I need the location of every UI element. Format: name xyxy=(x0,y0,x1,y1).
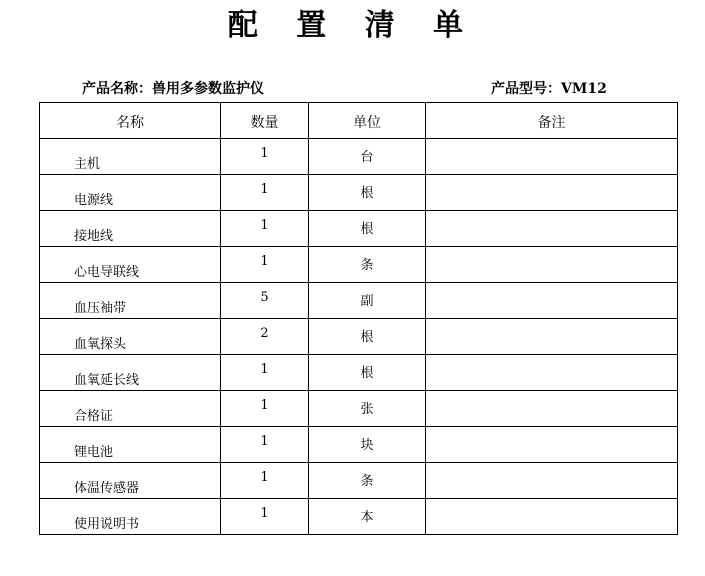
document-title: 配 置 清 单 xyxy=(227,8,478,43)
item-quantity: 1 xyxy=(221,463,309,499)
item-unit: 本 xyxy=(309,499,426,535)
item-quantity: 1 xyxy=(221,391,309,427)
item-quantity: 1 xyxy=(221,427,309,463)
item-remarks xyxy=(426,247,678,283)
table-header-row xyxy=(40,103,678,139)
item-quantity: 1 xyxy=(221,499,309,535)
header-unit: 单位 xyxy=(309,103,426,139)
item-unit: 条 xyxy=(309,247,426,283)
table-row xyxy=(40,139,678,175)
item-name: 血氧探头 xyxy=(40,319,221,355)
item-name: 使用说明书 xyxy=(40,499,221,535)
table-row xyxy=(40,463,678,499)
item-unit: 根 xyxy=(309,211,426,247)
item-remarks xyxy=(426,499,678,535)
item-unit: 副 xyxy=(309,283,426,319)
item-name: 锂电池 xyxy=(40,427,221,463)
item-remarks xyxy=(426,391,678,427)
item-remarks xyxy=(426,175,678,211)
item-remarks xyxy=(426,139,678,175)
item-name: 合格证 xyxy=(40,391,221,427)
item-name: 电源线 xyxy=(40,175,221,211)
item-name: 主机 xyxy=(40,139,221,175)
table-row xyxy=(40,175,678,211)
product-name: 产品名称：兽用多参数监护仪 xyxy=(82,81,264,97)
item-remarks xyxy=(426,283,678,319)
product-model: 产品型号：VM12 xyxy=(491,81,607,97)
header-quantity: 数量 xyxy=(221,103,309,139)
item-quantity: 5 xyxy=(221,283,309,319)
configuration-table xyxy=(39,102,678,535)
table-row xyxy=(40,319,678,355)
item-unit: 张 xyxy=(309,391,426,427)
item-remarks xyxy=(426,463,678,499)
table-row xyxy=(40,283,678,319)
item-name: 血氧延长线 xyxy=(40,355,221,391)
item-unit: 根 xyxy=(309,355,426,391)
item-unit: 根 xyxy=(309,175,426,211)
item-unit: 根 xyxy=(309,319,426,355)
item-quantity: 1 xyxy=(221,139,309,175)
item-remarks xyxy=(426,211,678,247)
table-row xyxy=(40,355,678,391)
table-row xyxy=(40,247,678,283)
item-unit: 台 xyxy=(309,139,426,175)
item-unit: 块 xyxy=(309,427,426,463)
table-row xyxy=(40,499,678,535)
item-quantity: 1 xyxy=(221,355,309,391)
item-name: 心电导联线 xyxy=(40,247,221,283)
item-name: 接地线 xyxy=(40,211,221,247)
item-remarks xyxy=(426,355,678,391)
item-remarks xyxy=(426,319,678,355)
item-quantity: 1 xyxy=(221,211,309,247)
item-name: 血压袖带 xyxy=(40,283,221,319)
item-remarks xyxy=(426,427,678,463)
table-row xyxy=(40,427,678,463)
header-name: 名称 xyxy=(40,103,221,139)
item-quantity: 1 xyxy=(221,175,309,211)
item-unit: 条 xyxy=(309,463,426,499)
table-row xyxy=(40,211,678,247)
header-remarks: 备注 xyxy=(426,103,678,139)
table-row xyxy=(40,391,678,427)
item-quantity: 2 xyxy=(221,319,309,355)
item-name: 体温传感器 xyxy=(40,463,221,499)
item-quantity: 1 xyxy=(221,247,309,283)
